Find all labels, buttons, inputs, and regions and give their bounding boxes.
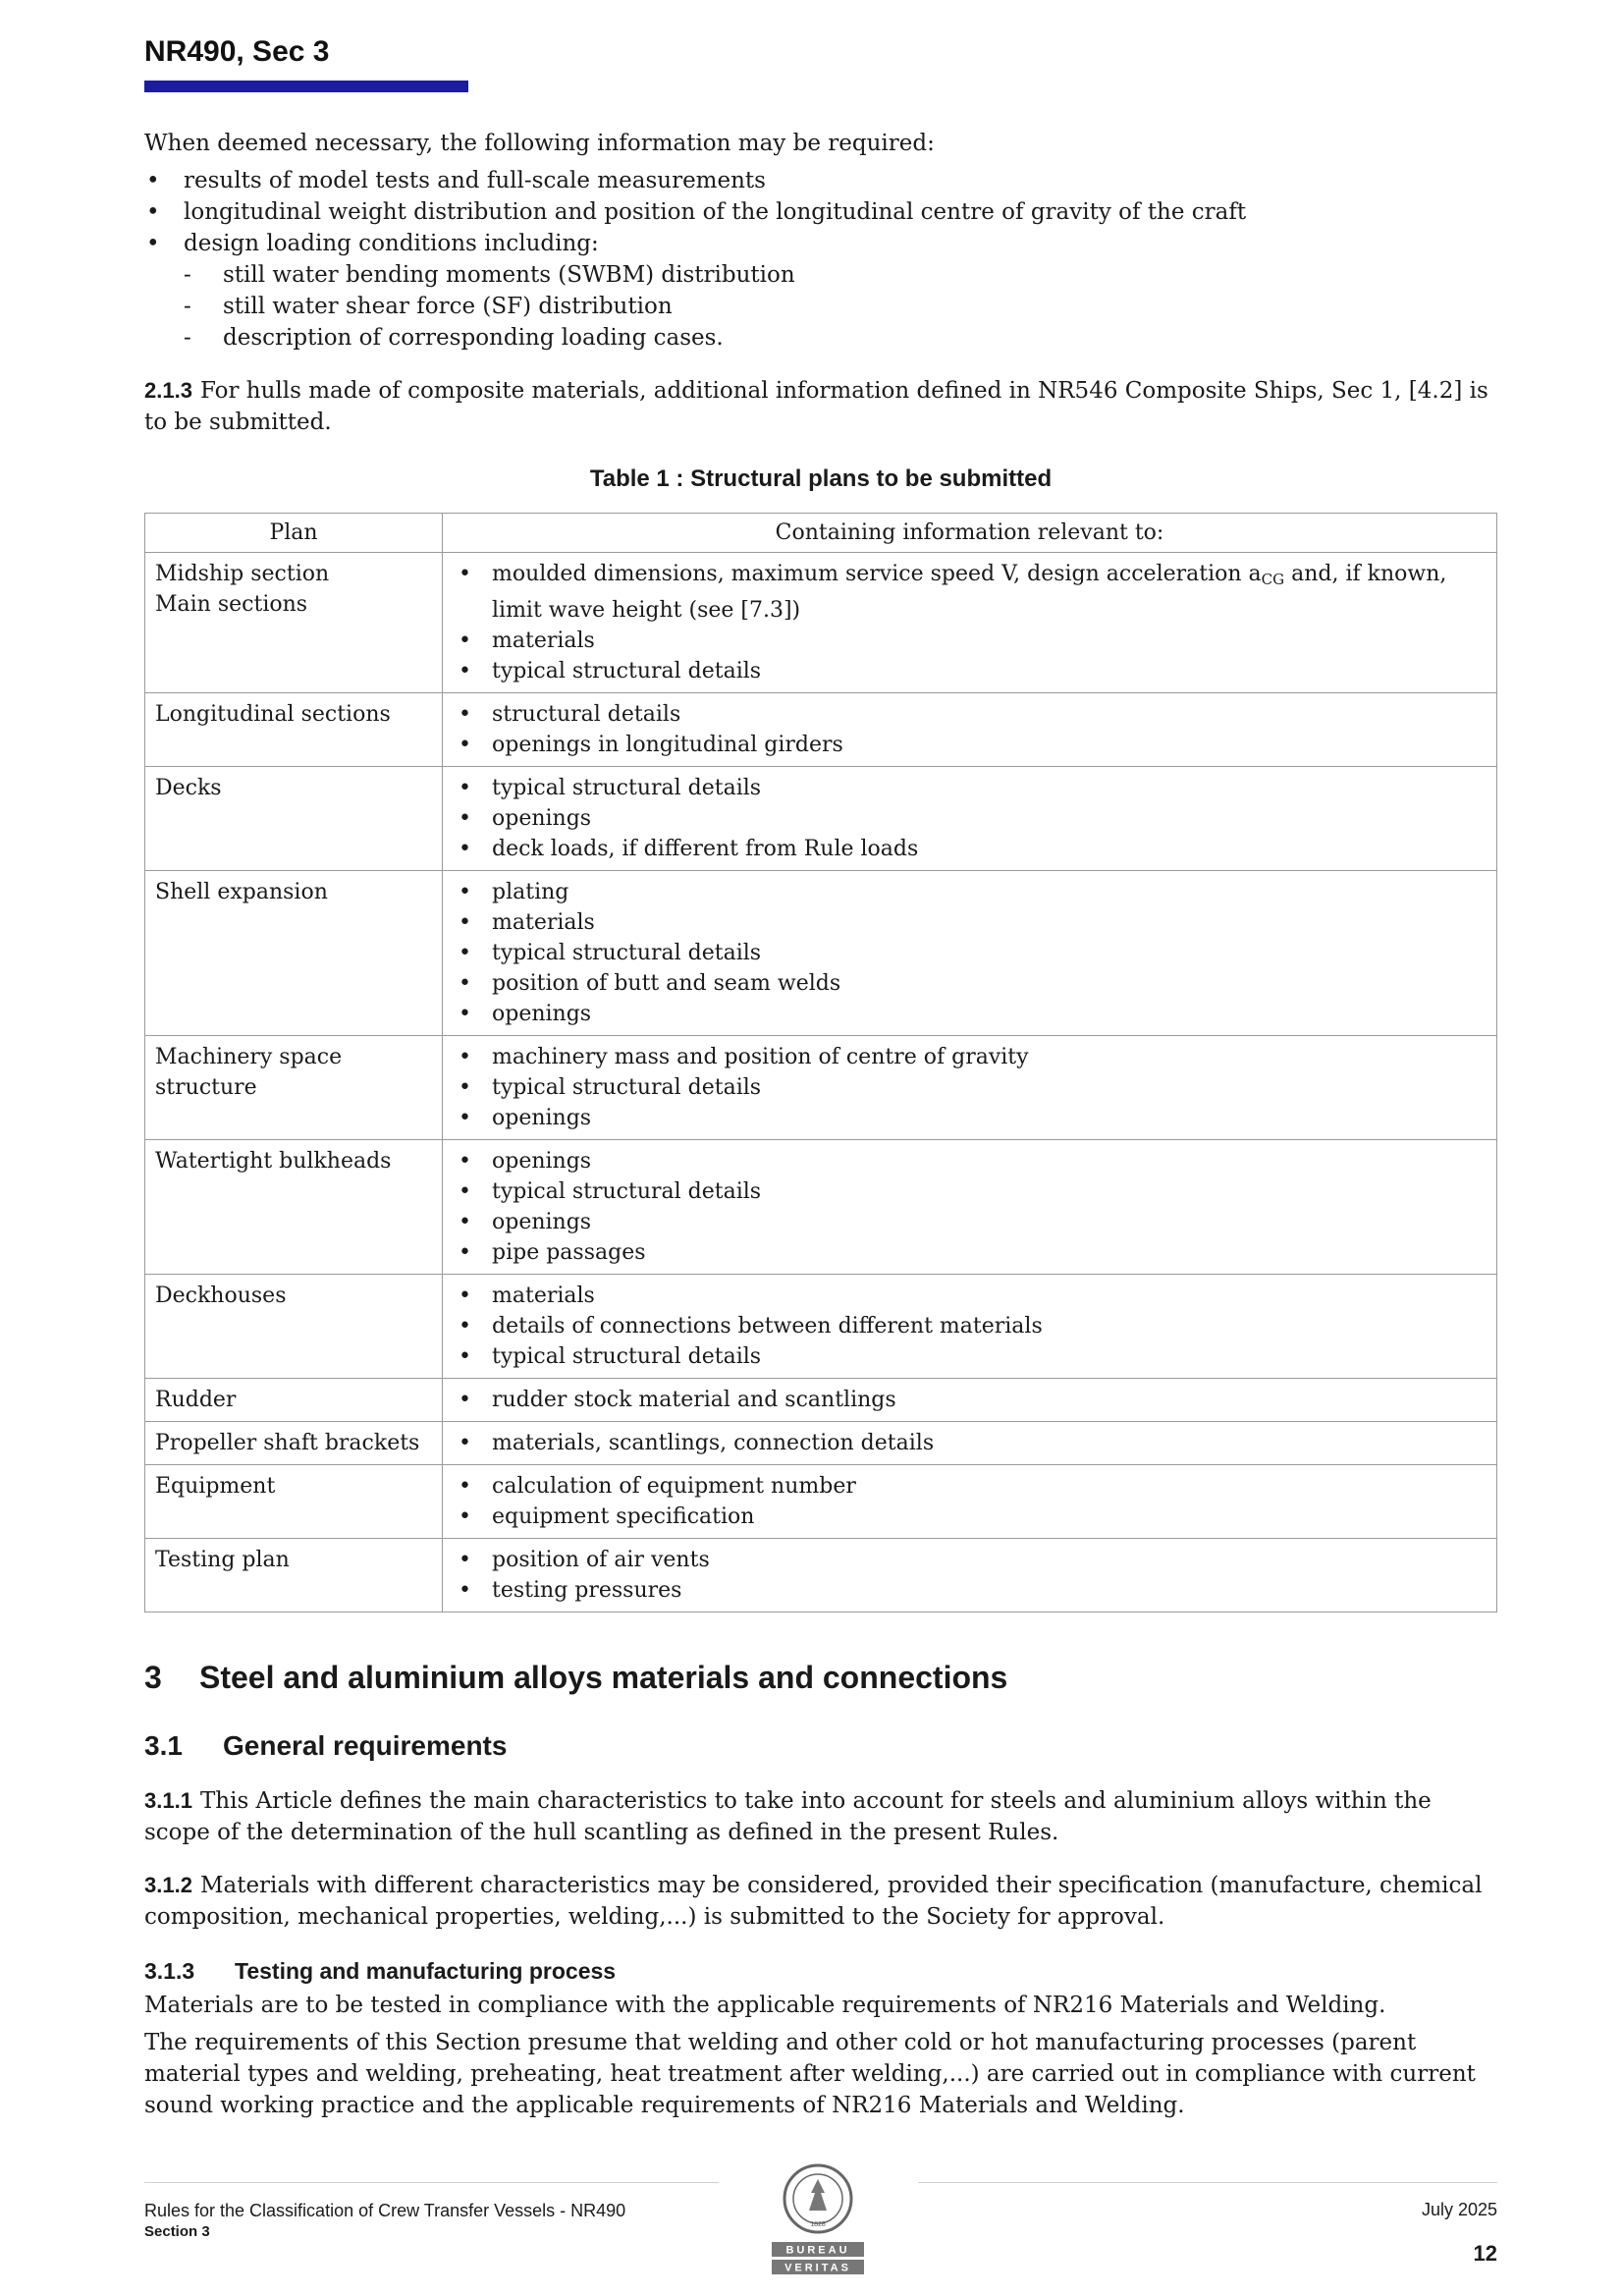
clause-3-1-2 [144, 1870, 1497, 1933]
info-cell [443, 1036, 1497, 1140]
table-row [145, 1275, 1497, 1379]
list-item: • openings in longitudinal girders [453, 730, 1487, 760]
logo-text-bureau: BUREAU [785, 2244, 850, 2257]
table-row [145, 553, 1497, 693]
list-item: • plating [453, 877, 1487, 907]
list-item: - still water shear force (SF) distribution [144, 291, 1497, 322]
table-row [145, 1539, 1497, 1613]
table-header-row [145, 514, 1497, 553]
info-cell [443, 871, 1497, 1036]
list-item: • openings [453, 803, 1487, 834]
table-row [145, 1379, 1497, 1422]
list-item: • results of model tests and full-scale measurements [144, 165, 1497, 196]
clause-text: This Article defines the main characteristics to take into account for steels and aluminium alloys within the scope of the determination of the hull scantling as defined in the present Rules. [144, 1788, 1432, 1845]
table-row [145, 1465, 1497, 1539]
page-number: 12 [1473, 2241, 1497, 2266]
clause-2-1-3 [144, 375, 1497, 438]
table-row [145, 767, 1497, 871]
table-row [145, 871, 1497, 1036]
list-item: • deck loads, if different from Rule loads [453, 834, 1487, 864]
list-item: • typical structural details [453, 1072, 1487, 1103]
clause-text: For hulls made of composite materials, additional information defined in NR546 Composite Ships, Sec 1, [4.2] is to be submitted. [144, 378, 1488, 435]
table-row [145, 1140, 1497, 1275]
plan-name: Midship section [155, 562, 330, 586]
plan-cell: Deckhouses [145, 1275, 443, 1379]
subsection-heading [144, 1728, 1497, 1764]
item-text: and, if known, limit wave height (see [7.3]) [492, 562, 1447, 623]
info-cell [443, 1465, 1497, 1539]
plan-cell: Rudder [145, 1379, 443, 1422]
clause-text: Materials with different characteristics may be considered, provided their specification (manufacture, chemical composition, mechanical properties, welding,...) is submitted to the Society for approval. [144, 1873, 1483, 1930]
footer-divider [918, 2182, 1497, 2183]
plan-cell: Decks [145, 767, 443, 871]
list-item: • typical structural details [453, 1341, 1487, 1372]
plan-name: Main sections [155, 592, 308, 617]
list-item: • materials [453, 626, 1487, 656]
clause-3-1-3-para: The requirements of this Section presume that welding and other cold or hot manufacturing processes (parent material types and welding, preheating, heat treatment after welding,...) are carried out in compliance with current sound working practice and the applicable requirements of NR216 Materials and Welding. [144, 2030, 1476, 2118]
clause-number: 3.1.3 [144, 1958, 195, 1984]
table-header-plan: Plan [145, 514, 443, 553]
footer-doc-title: Rules for the Classification of Crew Transfer Vessels - NR490 [144, 2201, 626, 2220]
footer-section: Section 3 [144, 2223, 210, 2240]
table-title: Table 1 : Structural plans to be submitted [589, 465, 1053, 492]
list-item: • machinery mass and position of centre of gravity [453, 1042, 1487, 1072]
list-item: • equipment specification [453, 1502, 1487, 1532]
logo-year: 1828 [810, 2221, 826, 2228]
info-cell [443, 693, 1497, 767]
info-cell [443, 767, 1497, 871]
table-row [145, 1036, 1497, 1140]
list-item: • design loading conditions including: [144, 228, 1497, 259]
list-item: • typical structural details [453, 656, 1487, 686]
table-row [145, 1422, 1497, 1465]
info-cell [443, 1422, 1497, 1465]
info-cell [443, 553, 1497, 693]
item-text: moulded dimensions, maximum service speed V, design acceleration a [492, 562, 1262, 586]
clause-title: Testing and manufacturing process [235, 1958, 617, 1984]
list-item: • openings [453, 1103, 1487, 1133]
list-item: - still water bending moments (SWBM) distribution [144, 259, 1497, 291]
page-header-title: NR490, Sec 3 [144, 35, 330, 68]
header-accent-bar [144, 81, 468, 92]
list-item: • openings [453, 1146, 1487, 1176]
plan-cell: Watertight bulkheads [145, 1140, 443, 1275]
clause-3-1-3-para: Materials are to be tested in compliance with the applicable requirements of NR216 Materials and Welding. [144, 1993, 1386, 2018]
list-item: • position of air vents [453, 1545, 1487, 1575]
list-item: • testing pressures [453, 1575, 1487, 1606]
list-item: • openings [453, 1207, 1487, 1237]
clause-number: 2.1.3 [144, 378, 192, 403]
list-item: • typical structural details [453, 773, 1487, 803]
structural-plans-table [144, 513, 1497, 1613]
list-item: - description of corresponding loading cases. [144, 322, 1497, 354]
info-cell [443, 1379, 1497, 1422]
list-item: • rudder stock material and scantlings [453, 1385, 1487, 1415]
intro-bullet-list [144, 165, 1497, 259]
list-item: • details of connections between different materials [453, 1311, 1487, 1341]
list-item: • materials [453, 907, 1487, 938]
logo-text-veritas: VERITAS [784, 2262, 851, 2274]
clause-3-1-3-heading [144, 1956, 1497, 1986]
subsection-number: 3.1 [144, 1730, 183, 1761]
bureau-veritas-logo [766, 2154, 870, 2279]
footer-divider [144, 2182, 719, 2183]
list-item: • position of butt and seam welds [453, 968, 1487, 999]
list-item: • openings [453, 999, 1487, 1029]
info-cell [443, 1275, 1497, 1379]
table-row [145, 693, 1497, 767]
intro-lead: When deemed necessary, the following information may be required: [144, 131, 935, 156]
item-subscript: CG [1261, 571, 1285, 588]
clause-number: 3.1.2 [144, 1873, 192, 1897]
info-cell [443, 1539, 1497, 1613]
list-item: • structural details [453, 699, 1487, 730]
plan-cell: Machinery space structure [145, 1036, 443, 1140]
list-item: • materials, scantlings, connection details [453, 1428, 1487, 1458]
section-title: Steel and aluminium alloys materials and connections [199, 1660, 1008, 1695]
list-item: • calculation of equipment number [453, 1471, 1487, 1502]
list-item: • longitudinal weight distribution and position of the longitudinal centre of gravity of the craft [144, 196, 1497, 228]
section-number: 3 [144, 1660, 162, 1695]
list-item [453, 559, 1487, 626]
list-item: • materials [453, 1281, 1487, 1311]
plan-cell: Shell expansion [145, 871, 443, 1036]
footer-date: July 2025 [1421, 2200, 1497, 2219]
subsection-title: General requirements [223, 1730, 508, 1761]
plan-cell: Longitudinal sections [145, 693, 443, 767]
plan-cell [145, 553, 443, 693]
plan-cell: Equipment [145, 1465, 443, 1539]
intro-dash-list [144, 259, 1497, 354]
table-header-info: Containing information relevant to: [443, 514, 1497, 553]
clause-3-1-1 [144, 1785, 1497, 1848]
footer-document [144, 2200, 625, 2243]
section-heading [144, 1658, 1497, 1697]
plan-cell: Testing plan [145, 1539, 443, 1613]
clause-number: 3.1.1 [144, 1788, 192, 1813]
list-item: • pipe passages [453, 1237, 1487, 1268]
page-content [144, 128, 1497, 2127]
plan-cell: Propeller shaft brackets [145, 1422, 443, 1465]
list-item: • typical structural details [453, 1176, 1487, 1207]
info-cell [443, 1140, 1497, 1275]
list-item: • typical structural details [453, 938, 1487, 968]
